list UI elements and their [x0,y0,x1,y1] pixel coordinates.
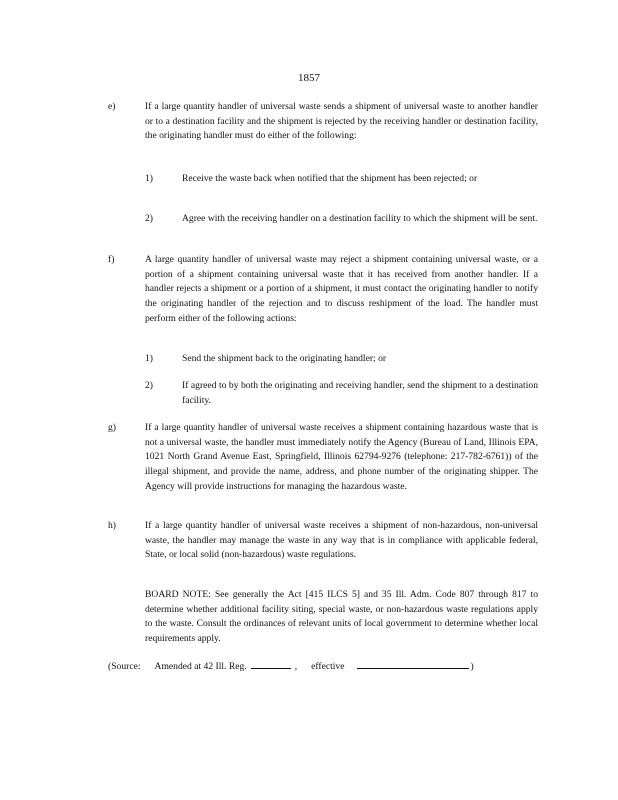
paragraph-e [108,100,538,144]
paragraph-e-text: If a large quantity handler of universal waste sends a shipment of universal waste to another handler or to a destination facility and the shipment is rejected by the receiving handler or destination facility, the originating handler must do either of the following: [145,101,538,142]
paragraph-f-item-2 [145,379,538,408]
paragraph-e-item-2-text: Agree with the receiving handler on a destination facility to which the shipment will be sent. [182,213,538,224]
source-close: ) [470,661,474,672]
effective-date-blank [357,658,469,669]
board-note: BOARD NOTE: See generally the Act [415 ILCS 5] and 35 Ill. Adm. Code 807 through 817 to determine whether additional facility siting, special waste, or non-hazardous waste regulations apply to the waste. Consult the ordinances of relevant units of local government to determine whether local requirements apply. [145,589,538,645]
paragraph-e-item-1-label: 1) [145,173,153,184]
paragraph-h [108,519,538,563]
paragraph-e-item-1-text: Receive the waste back when notified that the shipment has been rejected; or [182,173,478,184]
paragraph-f-item-1 [145,352,538,367]
paragraph-g [108,421,538,495]
source-prefix: (Source: [108,661,141,672]
paragraph-f [108,253,538,327]
paragraph-f-item-2-text: If agreed to by both the originating and receiving handler, send the shipment to a destination facility. [182,380,538,406]
source-amended: Amended at 42 Ill. Reg. [154,661,247,672]
paragraph-h-label: h) [108,520,116,531]
paragraph-f-text: A large quantity handler of universal waste may reject a shipment containing universal waste, or a portion of a shipment containing universal waste that it has received from another handler. If a handler rejects a shipment or a portion of a shipment, it must contact the originating handler to notify the originating handler of the rejection and to discuss reshipment of the load. The handler must perform either of the following actions: [145,254,538,324]
paragraph-e-item-2 [145,212,538,227]
paragraph-e-label: e) [108,101,116,112]
paragraph-f-item-1-label: 1) [145,353,153,364]
paragraph-f-label: f) [108,254,115,265]
paragraph-g-text: If a large quantity handler of universal waste receives a shipment containing hazardous waste that is not a universal waste, the handler must immediately notify the Agency (Bureau of Land, Illinois EPA, 1021 North Grand Avenue East, Springfield, Illinois 62794-9276 (telephone: 217-782-6761)) of the illegal shipment, and provide the name, address, and phone number of the originating shipper. The Agency will provide instructions for managing the hazardous waste. [145,422,538,492]
paragraph-f-item-2-label: 2) [145,380,153,391]
paragraph-g-label: g) [108,422,116,433]
paragraph-e-item-1 [145,172,538,187]
source-line: (Source: Amended at 42 Ill. Reg. , effective ) [108,658,474,675]
paragraph-e-item-2-label: 2) [145,213,153,224]
register-blank [251,658,291,669]
paragraph-h-text: If a large quantity handler of universal waste receives a shipment of non-hazardous, non-universal waste, the handler may manage the waste in any way that is in compliance with applicable federal, State, or local solid (non-hazardous) waste regulations. [145,520,538,561]
paragraph-f-item-1-text: Send the shipment back to the originating handler; or [182,353,387,364]
source-effective: effective [311,661,345,672]
page-number: 1857 [298,72,320,84]
